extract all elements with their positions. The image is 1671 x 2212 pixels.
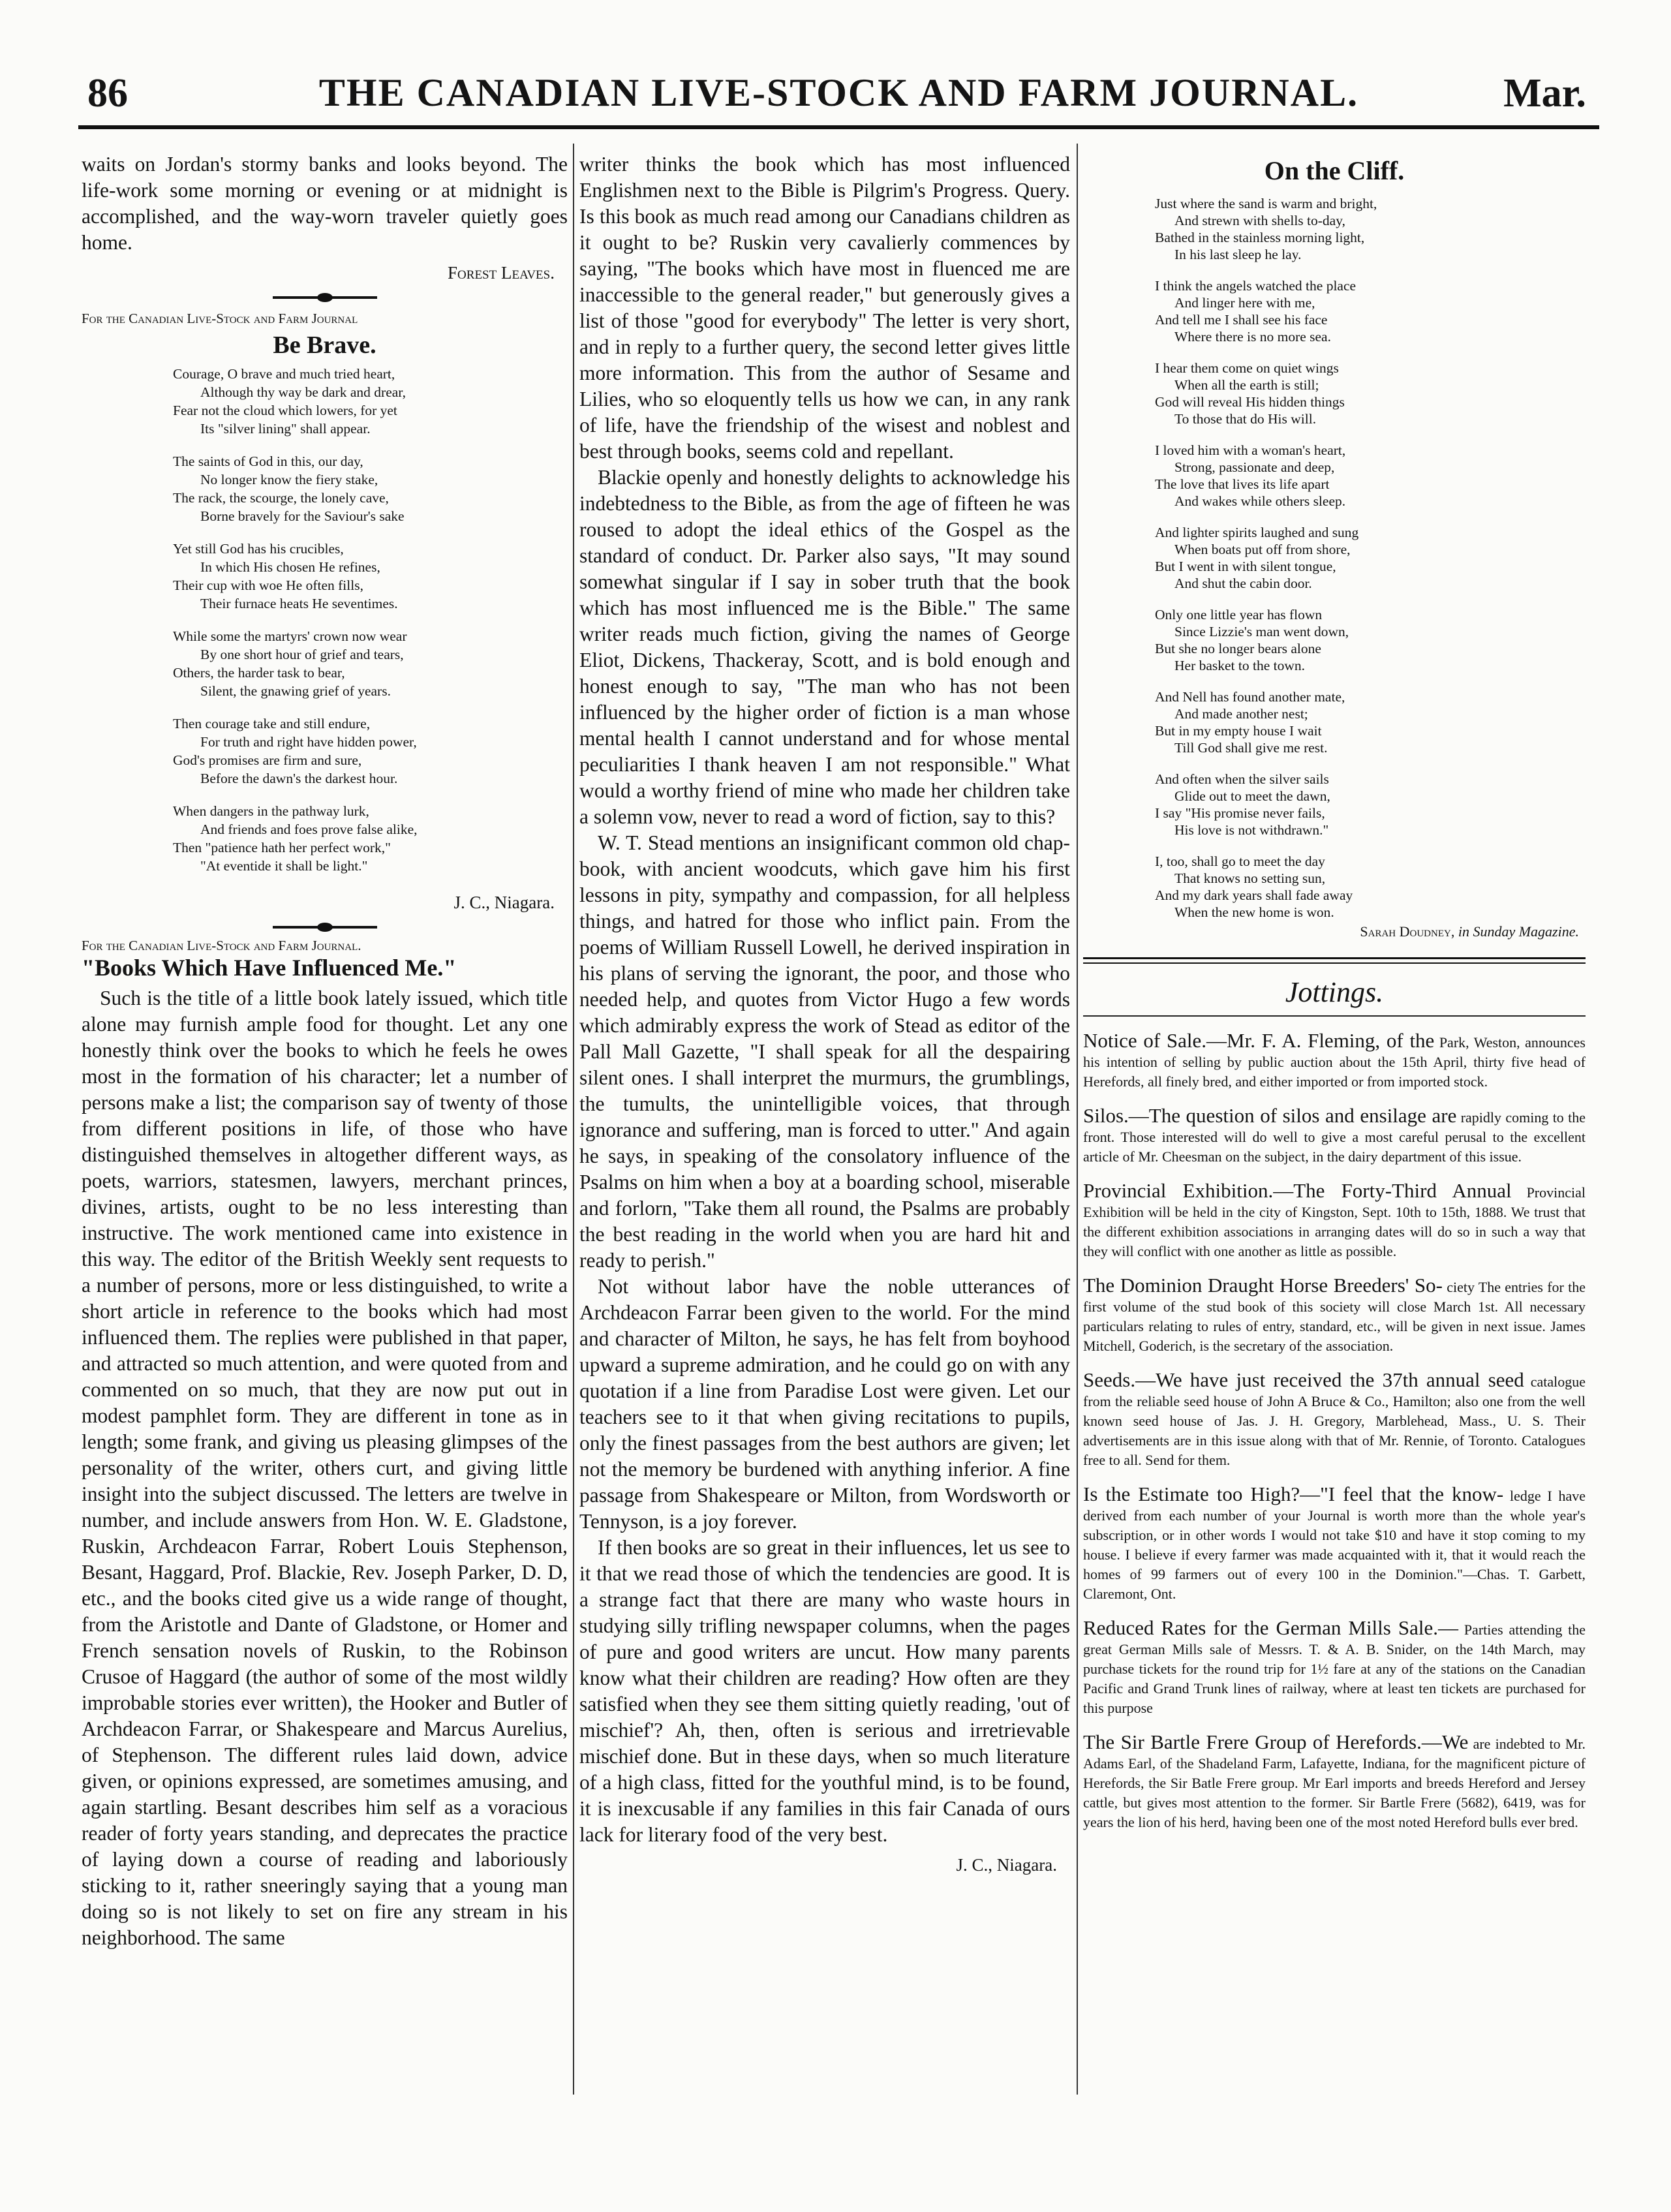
jotting-body: rapidly coming to the front. Those interested will do well to give a most careful perusal to the excellent article of Mr. Cheesman on the subject, in the dairy department of this issue. xyxy=(1083,1109,1586,1165)
column-left xyxy=(82,151,568,2114)
page-header xyxy=(78,70,1599,123)
poem-line: Just where the sand is warm and bright, xyxy=(1155,196,1377,211)
jotting-item xyxy=(1083,1031,1586,1092)
poem-stanza xyxy=(173,452,568,525)
forest-leaves-excerpt: waits on Jordan's stormy banks and looks beyond. The life-work some morning or evening or at midnight is accomplished, and the way-worn traveler quietly goes home. xyxy=(82,153,568,254)
poem-stanza xyxy=(173,714,568,788)
jotting-heading: Provincial Exhibition.—The Forty-Third Annual xyxy=(1083,1179,1512,1202)
poem-line: Since Lizzie's man went down, xyxy=(1174,624,1349,639)
jotting-body: are indebted to Mr. Adams Earl, of the Shadeland Farm, Lafayette, Indiana, for the magnificent picture of Herefords, the Sir Batle Frere group. Mr Earl imports and breeds Hereford and Jersey cattle, but gives most attention to the former. Sir Bartle Frere (5682), 6419, was for years the lion of his herd, having been one of the most noted Hereford bulls ever bred. xyxy=(1083,1736,1586,1830)
poem-line: God will reveal His hidden things xyxy=(1155,394,1345,410)
jotting-heading: Reduced Rates for the German Mills Sale.— xyxy=(1083,1616,1459,1639)
jotting-heading: Silos.—The question of silos and ensilage are xyxy=(1083,1104,1457,1127)
poem-line: When dangers in the pathway lurk, xyxy=(173,803,369,819)
poem-line: Although thy way be dark and drear, xyxy=(200,384,406,400)
poem-line: And wakes while others sleep. xyxy=(1174,493,1346,509)
poem-line: Then courage take and still endure, xyxy=(173,716,371,731)
column-middle xyxy=(579,151,1070,2114)
section-ornament xyxy=(273,926,377,929)
jotting-item xyxy=(1083,1618,1586,1718)
poem-line: And linger here with me, xyxy=(1174,295,1315,311)
poem-line: His love is not withdrawn." xyxy=(1174,822,1329,838)
jotting-item xyxy=(1083,1370,1586,1470)
poem-line: When boats put off from shore, xyxy=(1174,542,1351,557)
poem-line: Yet still God has his crucibles, xyxy=(173,541,344,557)
be-brave-source: For the Canadian Live-Stock and Farm Journal xyxy=(82,311,358,326)
jotting-body: catalogue from the reliable seed house of John A Bruce & Co., Hamilton; also one from the well known seed house of Jas. J. H. Gregory, Marblehead, Mass., U. S. Their advertisements are in this issue along with that of Mr. Rennie, of Toronto. Catalogues free to all. Send for them. xyxy=(1083,1374,1586,1468)
column-right xyxy=(1083,151,1586,2114)
jotting-heading: Seeds.—We have just received the 37th annual seed xyxy=(1083,1368,1524,1391)
poem-stanza xyxy=(173,540,568,613)
poem-line: In his last sleep he lay. xyxy=(1174,247,1302,262)
poem-line: And tell me I shall see his face xyxy=(1155,312,1328,328)
poem-line: And made another nest; xyxy=(1174,706,1308,722)
poem-line: While some the martyrs' crown now wear xyxy=(173,628,407,644)
jotting-item xyxy=(1083,1181,1586,1261)
jotting-item xyxy=(1083,1484,1586,1604)
jotting-body: Parties attending the great German Mills sale of Messrs. T. & A. B. Snider, on the 14th March, may purchase tickets for the round trip for 1½ fare at any of the stations on the Canadian Pacific and Grand Trunk lines of railway, where at least ten tickets are purchased for this purpose xyxy=(1083,1621,1586,1716)
poem-stanza xyxy=(1155,606,1586,674)
books-article-paragraph: Not without labor have the noble utterances of Archdeacon Farrar been given to the world. For the mind and character of Milton, he says, he has felt from boyhood upward a supreme admiration, and he could go on with any quotation if a line from Paradise Lost were given. Let our teachers see to it that when giving recitations to pupils, only the finest passages from the best authors are given; let not the memory be burdened with anything inferior. A fine passage from Shakespeare or Milton, from Wordsworth or Tennyson, is a joy forever. xyxy=(579,1275,1070,1533)
poem-line: When the new home is won. xyxy=(1174,904,1334,920)
jotting-body: ciety The entries for the first volume of the stud book of this society will close March 1st. All necessary particulars relating to rules of entry, standard, etc., will be given in next issue. James Mitchell, Goderich, is the secretary of the association. xyxy=(1083,1279,1586,1354)
books-article-paragraph: Such is the title of a little book lately issued, which title alone may furnish ample food for thought. Let any one honestly think over the books to which he feels he owes most in the formation of his character; let a number of persons make a list; the comparison say of twenty of those from different positions in life, of those who have distinguished themselves in altogether different ways, as poets, warriors, statesmen, lawyers, merchant princes, divines, artists, ought to be no less interesting than instructive. The work mentioned came into existence in this way. The editor of the British Weekly sent requests to a number of persons, more or less distinguished, to write a short article in reference to the books which had most influenced them. The replies were published in that paper, and attracted so much attention, and were quoted from and commented on so much, that they are now put out in modest pamphlet form. They are different in tone as in length; some frank, and giving us pleasing glimpses of the personality of the writer, others curt, and giving little insight into the subject discussed. The letters are twelve in number, and include answers from Hon. W. E. Gladstone, Ruskin, Archdeacon Farrar, Robert Louis Stephenson, Besant, Haggard, Prof. Blackie, Rev. Joseph Parker, D. D, etc., and the books cited give us a wide range of thought, from the Aristotle and Dante of Gladstone, or Homer and French sensation novels of Ruskin, to the Robinson Crusoe of Haggard (the author of some of the most wildly improbable stories ever written), the Hooker and Butler of Archdeacon Farrar, or Shakespeare and Marcus Aurelius, of Stephenson. The different rules laid down, advice given, or opinions expressed, are sometimes amusing, and again startling. Besant describes him self as a voracious reader of forty years standing, and deprecates the practice of laying down a course of reading and laboriously sticking to it, rather sneeringly saying that a young man doing so is not likely to set on fire any stream in his neighborhood. The same xyxy=(82,987,568,1949)
books-article-paragraph: Blackie openly and honestly delights to acknowledge his indebtedness to the Bible, as from the age of fifteen he was roused to adopt the ideal ethics of the Gospel as the standard of conduct. Dr. Parker also says, "It may sound somewhat singular if I say in sober truth that the book which has most influenced me is the Bible." The same writer reads much fiction, giving the names of George Eliot, Dickens, Thackeray, Scott, and is bold enough and honest enough to say, "The man who has not been influenced by the higher order of fiction is a man whose mental health I cannot understand and for whose mental peculiarities I thank heaven I am not responsible." What would a worthy friend of mine who made her children take a solemn vow, never to read a word of fiction, say to this? xyxy=(579,466,1070,828)
poem-line: The love that lives its life apart xyxy=(1155,476,1330,492)
poem-line: Only one little year has flown xyxy=(1155,607,1323,622)
poem-stanza xyxy=(173,365,568,438)
poem-line: Strong, passionate and deep, xyxy=(1174,459,1335,475)
poem-line: That knows no setting sun, xyxy=(1174,870,1326,886)
poem-line: Borne bravely for the Saviour's sake xyxy=(200,508,405,524)
jotting-body: ledge I have derived from each number of your Journal is worth more than the whole year's subscription, or in other words I would not take $10 and have it stop coming to my house. I believe if every farmer was made acquainted with it, that it would reach the homes of 99 farmers out of every 100 in the Dominion."—Chas. T. Garbett, Claremont, Ont. xyxy=(1083,1488,1586,1602)
header-rule xyxy=(78,125,1599,129)
on-the-cliff-title: On the Cliff. xyxy=(1264,156,1405,185)
poem-line: I, too, shall go to meet the day xyxy=(1155,853,1325,869)
poem-line: Bathed in the stainless morning light, xyxy=(1155,230,1365,245)
poem-line: I hear them come on quiet wings xyxy=(1155,360,1339,376)
poem-stanza xyxy=(173,627,568,700)
section-double-rule xyxy=(1083,957,1586,964)
poem-line: And Nell has found another mate, xyxy=(1155,689,1345,705)
books-article-signature: J. C., Niagara. xyxy=(956,1855,1057,1875)
poem-line: When all the earth is still; xyxy=(1174,377,1319,393)
poem-line: And often when the silver sails xyxy=(1155,771,1329,787)
page-number: 86 xyxy=(87,71,128,115)
jotting-heading: The Dominion Draught Horse Breeders' So- xyxy=(1083,1274,1443,1297)
on-the-cliff-attribution xyxy=(1083,923,1579,940)
be-brave-signature: J. C., Niagara. xyxy=(453,893,555,912)
jotting-heading: Notice of Sale.—Mr. F. A. Fleming, of the xyxy=(1083,1029,1435,1052)
poem-line: God's promises are firm and sure, xyxy=(173,752,362,768)
poem-line: Where there is no more sea. xyxy=(1174,329,1331,345)
poem-line: Before the dawn's the darkest hour. xyxy=(200,771,398,786)
poem-line: Silent, the gnawing grief of years. xyxy=(200,683,391,699)
poem-line: I say "His promise never fails, xyxy=(1155,805,1325,821)
poem-stanza xyxy=(1155,360,1586,427)
be-brave-poem xyxy=(173,365,568,875)
column-divider-1 xyxy=(573,144,574,2095)
poem-line: In which His chosen He refines, xyxy=(200,559,380,575)
books-article-paragraph: If then books are so great in their influences, let us see to it that we read those of which the tendencies are good. It is a strange fact that there are many who waste hours in studying silly trifling newspaper columns, when the pages of pure and good writers are uncut. How many parents know what their children are reading? How often are they satisfied when they see them sitting quietly reading, 'out of mischief'? Ah, then, often is serious and irretrievable mischief done. But in these days, when so much literature of a high class, fitted for the youthful mind, is to be found, it is inexcusable if any families in this fair Canada of ours lack for literary food of the very best. xyxy=(579,1536,1070,1846)
jotting-body: Provincial Exhibition will be held in the city of Kingston, Sept. 10th to 15th, 1888. We trust that the different exhibition associations in arranging dates will do so in such a way that they will conflict with one another as little as possible. xyxy=(1083,1184,1586,1259)
poem-line: No longer know the fiery stake, xyxy=(200,472,378,487)
poem-line: Their furnace heats He seventimes. xyxy=(200,596,398,611)
poem-line: I think the angels watched the place xyxy=(1155,278,1357,294)
poem-stanza xyxy=(1155,771,1586,838)
poem-stanza xyxy=(1155,277,1586,345)
poem-line: The rack, the scourge, the lonely cave, xyxy=(173,490,389,506)
poem-line: And lighter spirits laughed and sung xyxy=(1155,525,1359,540)
books-source: For the Canadian Live-Stock and Farm Journal. xyxy=(82,938,361,953)
column-divider-2 xyxy=(1077,144,1078,2095)
poem-stanza xyxy=(1155,688,1586,756)
jottings-heading: Jottings. xyxy=(1285,976,1384,1008)
poem-line: I loved him with a woman's heart, xyxy=(1155,442,1346,458)
jotting-body: Park, Weston, announces his intention of selling by public auction about the 15th April, thirty five head of Herefords, all finely bred, and either imported or from imported stock. xyxy=(1083,1034,1586,1090)
poem-stanza xyxy=(1155,853,1586,921)
books-article-title: "Books Which Have Influenced Me." xyxy=(82,955,457,981)
books-article-paragraph: W. T. Stead mentions an insignificant common old chap-book, with ancient woodcuts, which gave him his first lessons in pity, sympathy and compassion, for all helpless things, and hatred for those who inflict pain. From the poems of William Russell Lowell, he derived inspiration in his plans of serving the ignorant, the poor, and those who needed help, and quotes from Victor Hugo a few words which admirably express the work of Stead as editor of the Pall Mall Gazette, "I shall speak for all the despairing silent ones. I shall interpret the murmurs, the grumblings, the tumults, the unintelligible voices, that through ignorance and suffering, man is forced to utter." And again he says, in speaking of the consolatory influence of the Psalms on him when a boy at a boarding school, miserable and forlorn, "Take them all round, the Psalms are probably the best reading in the world when you are hard hit and ready to perish." xyxy=(579,831,1070,1272)
poem-line: But I went in with silent tongue, xyxy=(1155,559,1336,574)
poem-line: The saints of God in this, our day, xyxy=(173,453,363,469)
issue-month: Mar. xyxy=(1503,71,1586,115)
poem-line: And my dark years shall fade away xyxy=(1155,887,1353,903)
poem-author: Sarah Doudney, xyxy=(1360,923,1455,940)
poem-line: Till God shall give me rest. xyxy=(1174,740,1328,756)
jotting-heading: The Sir Bartle Frere Group of Herefords.—We xyxy=(1083,1730,1469,1753)
poem-line: Others, the harder task to bear, xyxy=(173,665,345,681)
be-brave-title: Be Brave. xyxy=(273,331,376,359)
journal-title: THE CANADIAN LIVE-STOCK AND FARM JOURNAL. xyxy=(318,71,1359,114)
poem-line: And shut the cabin door. xyxy=(1174,576,1312,591)
poem-line: Then "patience hath her perfect work," xyxy=(173,840,391,855)
poem-publication: in Sunday Magazine. xyxy=(1458,923,1579,940)
poem-stanza xyxy=(1155,442,1586,510)
poem-line: Glide out to meet the dawn, xyxy=(1174,788,1330,804)
poem-line: For truth and right have hidden power, xyxy=(200,734,417,750)
poem-line: Their cup with woe He often fills, xyxy=(173,577,363,593)
jotting-heading: Is the Estimate too High?—"I feel that the know- xyxy=(1083,1482,1504,1505)
jotting-item xyxy=(1083,1106,1586,1167)
poem-stanza xyxy=(173,802,568,875)
poem-line: But in my empty house I wait xyxy=(1155,723,1322,739)
poem-stanza xyxy=(1155,195,1586,263)
on-the-cliff-poem xyxy=(1155,195,1586,921)
poem-line: Her basket to the town. xyxy=(1174,658,1306,673)
poem-line: And strewn with shells to-day, xyxy=(1174,213,1345,228)
jotting-item xyxy=(1083,1732,1586,1832)
jotting-item xyxy=(1083,1276,1586,1356)
poem-line: But she no longer bears alone xyxy=(1155,641,1321,656)
section-ornament xyxy=(273,296,377,299)
poem-line: To those that do His will. xyxy=(1174,411,1317,427)
poem-line: And friends and foes prove false alike, xyxy=(200,822,418,837)
poem-line: Fear not the cloud which lowers, for yet xyxy=(173,403,397,418)
poem-line: Courage, O brave and much tried heart, xyxy=(173,366,395,382)
poem-stanza xyxy=(1155,524,1586,592)
poem-line: "At eventide it shall be light." xyxy=(200,858,368,874)
poem-line: By one short hour of grief and tears, xyxy=(200,647,404,662)
jottings-rule xyxy=(1083,1015,1586,1017)
forest-leaves-signature: Forest Leaves. xyxy=(448,263,555,283)
poem-line: Its "silver lining" shall appear. xyxy=(200,421,371,437)
books-article-paragraph: writer thinks the book which has most influenced Englishmen next to the Bible is Pilgrim's Progress. Query. Is this book as much read among our Canadians children as it ought to be? Ruskin very cavalierly commences by saying, "The books which have most in fluenced me are inaccessible to the general reader," but generously gives a list of those "good for everybody" The letter is very short, and in reply to a further query, the second letter gives little more information. This from the author of Sesame and Lilies, who so eloquently tells us how we can, in any rank of life, have the friendship of the wisest and noblest and best through books, seems cold and repellant. xyxy=(579,153,1070,463)
